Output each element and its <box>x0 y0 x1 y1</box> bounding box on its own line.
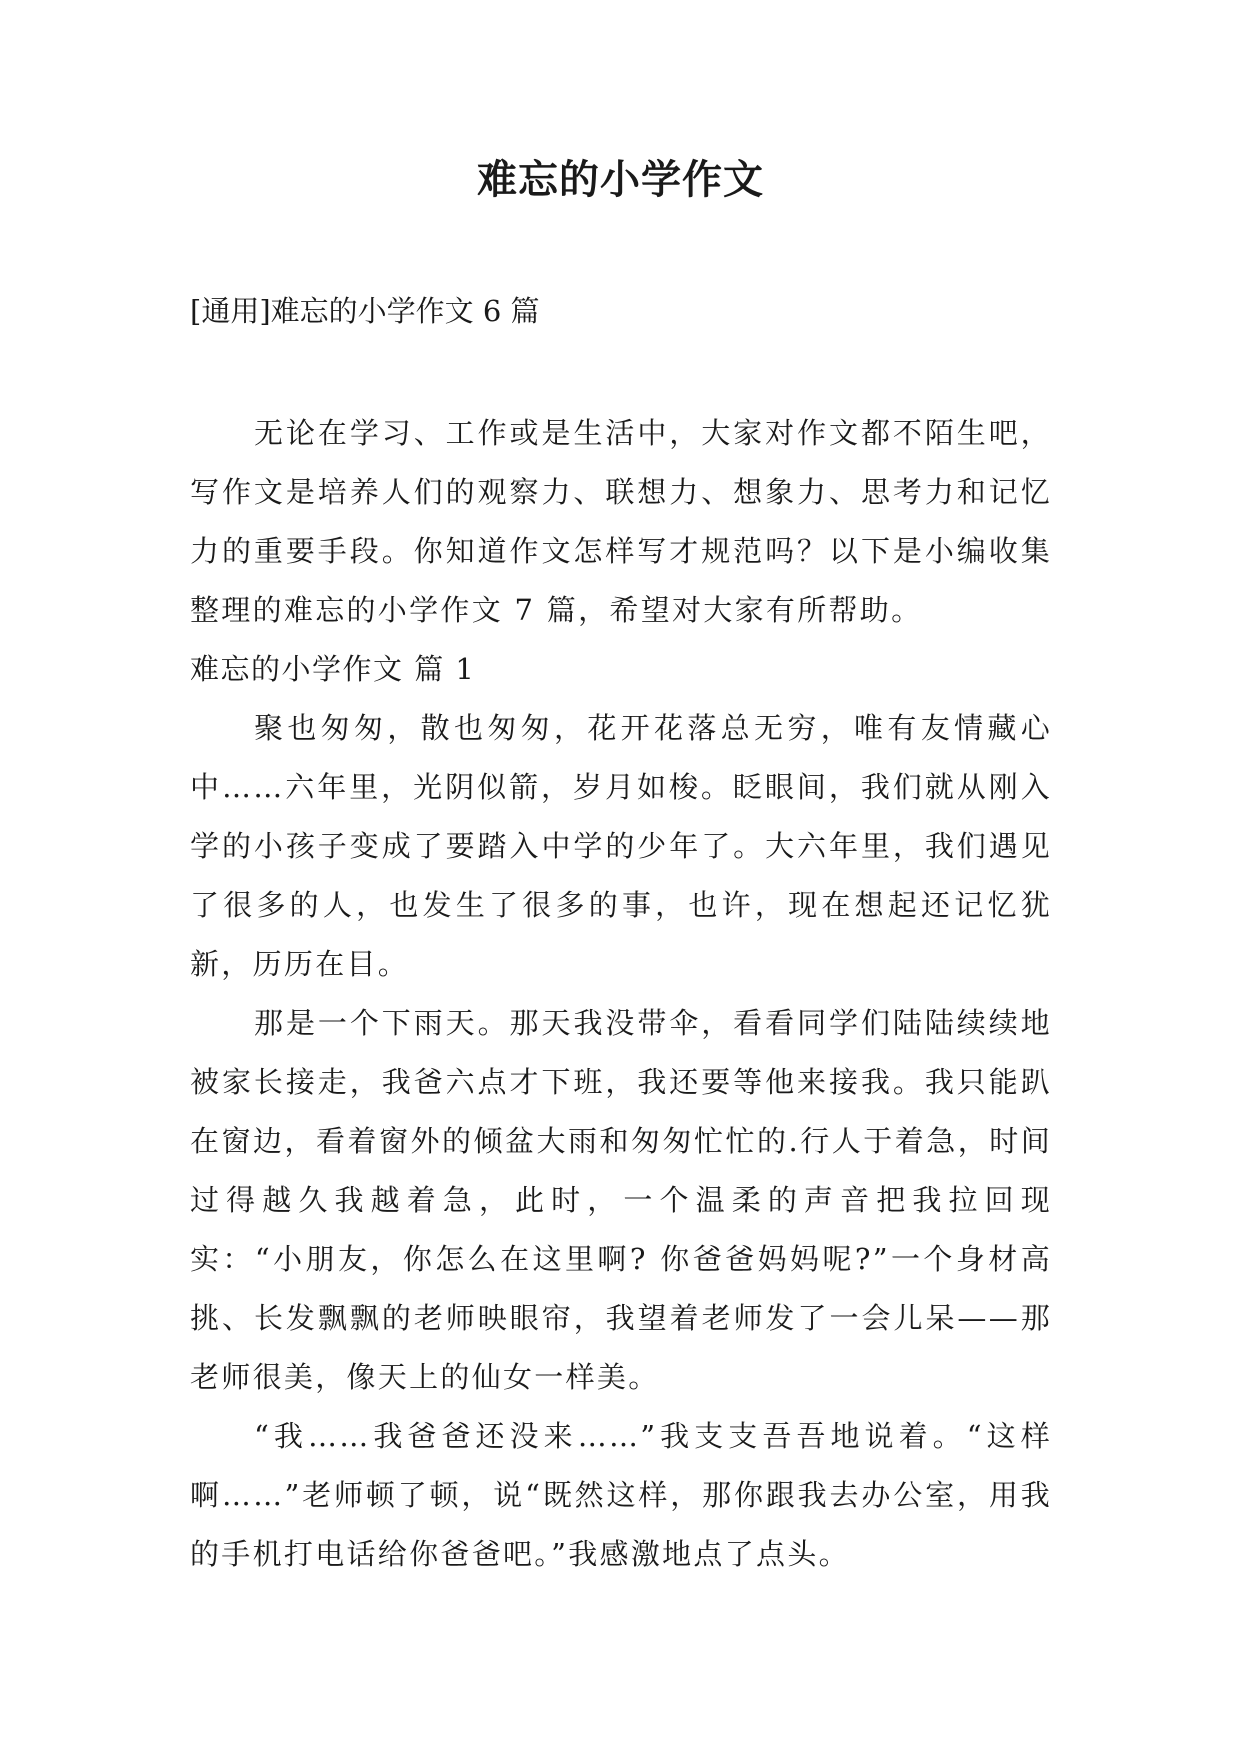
body-paragraph: 那是一个下雨天。那天我没带伞，看看同学们陆陆续续地被家长接走，我爸六点才下班，我还要等他来接我。我只能趴在窗边，看着窗外的倾盆大雨和匆匆忙忙的.行人于着急，时间过得越久我越着急，此时，一个温柔的声音把我拉回现实：“小朋友，你怎么在这里啊? 你爸爸妈妈呢?”一个身材高挑、长发飘飘的老师映眼帘，我望着老师发了一会儿呆——那老师很美，像天上的仙女一样美。 <box>190 1006 1052 1394</box>
intro-paragraph: 无论在学习、工作或是生活中，大家对作文都不陌生吧，写作文是培养人们的观察力、联想力、想象力、思考力和记忆力的重要手段。你知道作文怎样写才规范吗？以下是小编收集整理的难忘的小学作文 7 篇，希望对大家有所帮助。 <box>190 416 1052 627</box>
document-title: 难忘的小学作文 <box>477 156 764 203</box>
section-heading: 难忘的小学作文 篇 1 <box>190 652 476 686</box>
body-paragraph: 聚也匆匆，散也匆匆，花开花落总无穷，唯有友情藏心中……六年里，光阴似箭，岁月如梭。眨眼间，我们就从刚入学的小孩子变成了要踏入中学的少年了。大六年里，我们遇见了很多的人，也发生了很多的事，也许，现在想起还记忆犹新，历历在目。 <box>190 711 1052 981</box>
body-paragraph: “我……我爸爸还没来……”我支支吾吾地说着。“这样啊……”老师顿了顿，说“既然这样，那你跟我去办公室，用我的手机打电话给你爸爸吧。”我感激地点了点头。 <box>190 1419 1052 1571</box>
document-body <box>190 404 1052 1584</box>
document-subtitle: [通用]难忘的小学作文 6 篇 <box>190 294 540 328</box>
